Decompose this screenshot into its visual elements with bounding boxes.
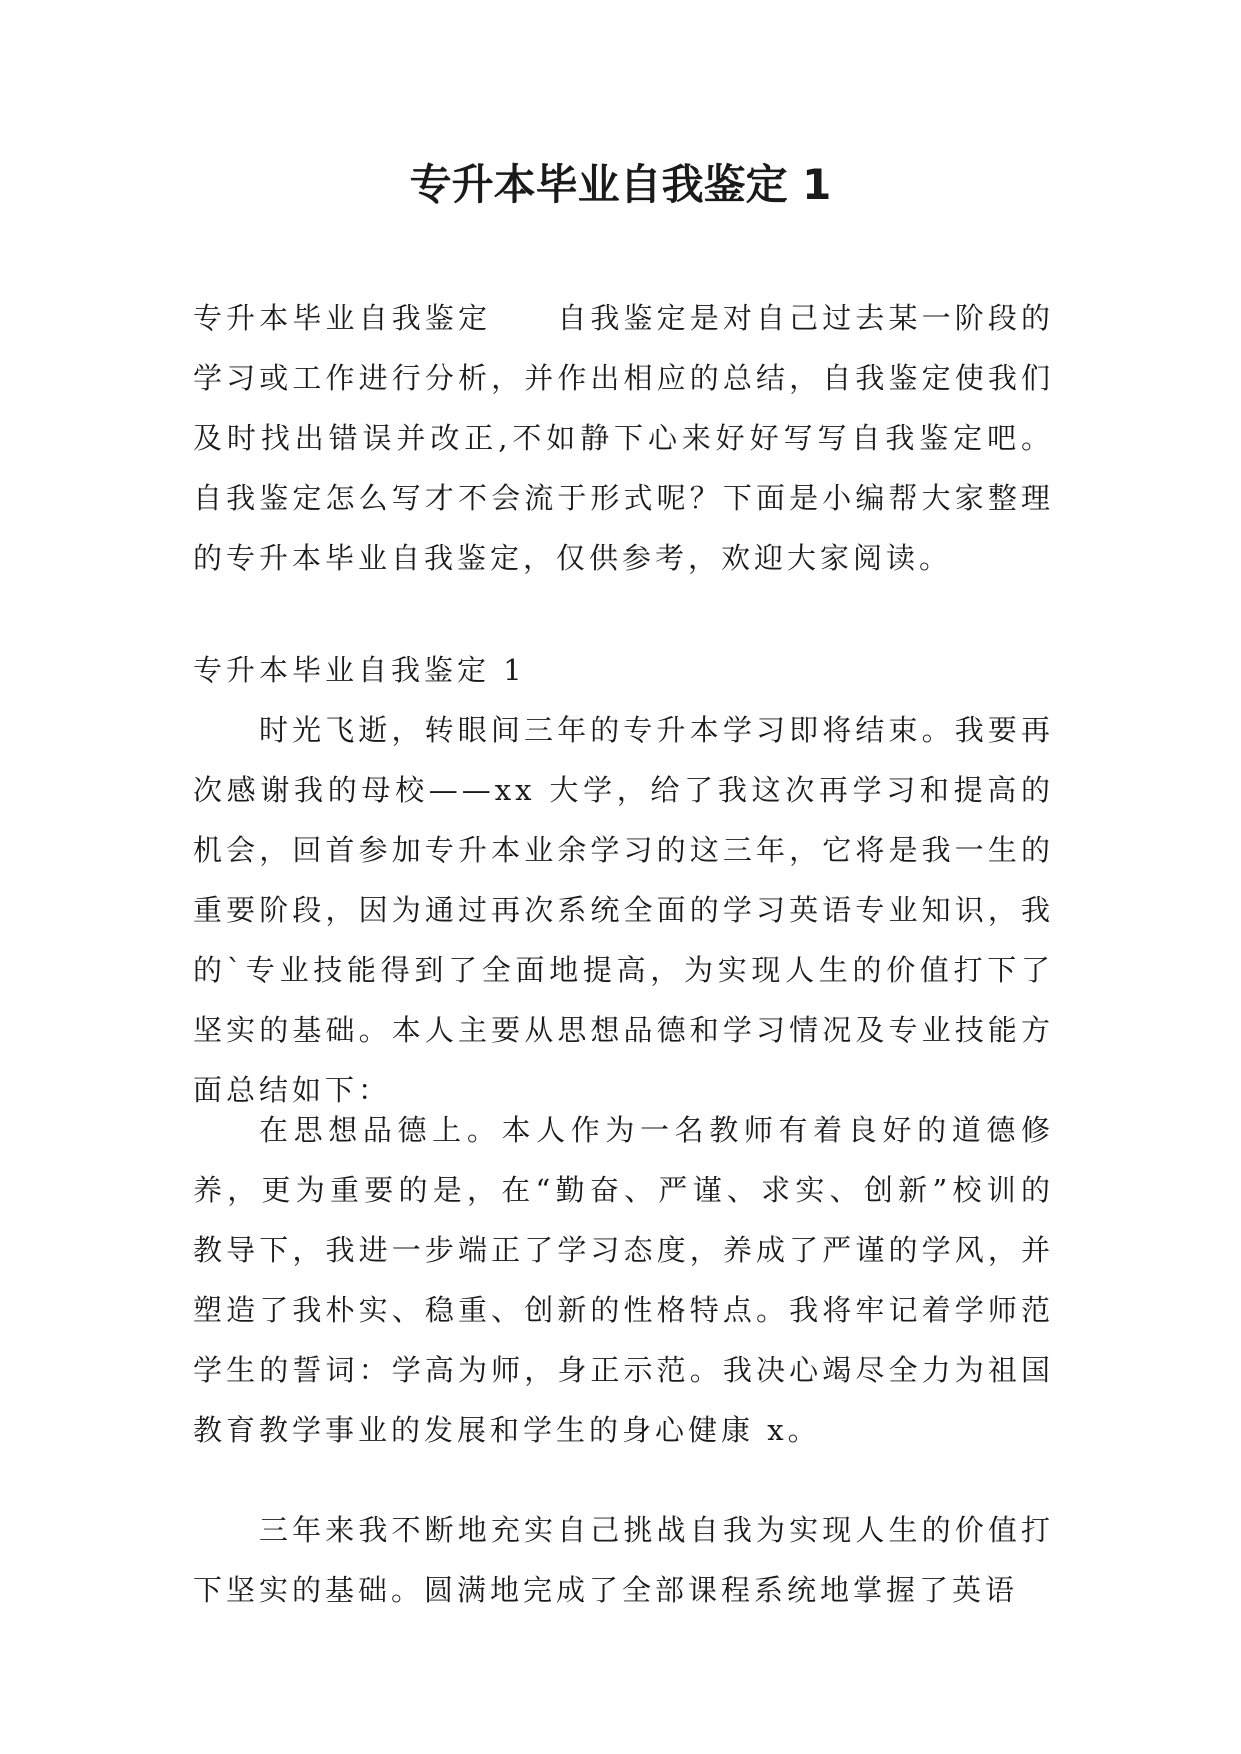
intro-paragraph: 专升本毕业自我鉴定 自我鉴定是对自己过去某一阶段的学习或工作进行分析，并作出相应的总结，自我鉴定使我们及时找出错误并改正,不如静下心来好好写写自我鉴定吧。自我鉴定怎么写才不会流于形式呢？下面是小编帮大家整理的专升本毕业自我鉴定，仅供参考，欢迎大家阅读。 [193, 301, 1054, 575]
body-paragraph-2: 在思想品德上。本人作为一名教师有着良好的道德修养，更为重要的是，在“勤奋、严谨、求实、创新”校训的教导下，我进一步端正了学习态度，养成了严谨的学风，并塑造了我朴实、稳重、创新的性格特点。我将牢记着学师范学生的誓词：学高为师，身正示范。我决心竭尽全力为祖国教育教学事业的发展和学生的身心健康 x。 [193, 1113, 1054, 1447]
body-paragraph-3: 三年来我不断地充实自己挑战自我为实现人生的价值打下坚实的基础。圆满地完成了全部课程系统地掌握了英语 [193, 1513, 1054, 1607]
body-paragraph-1: 时光飞逝，转眼间三年的专升本学习即将结束。我要再次感谢我的母校——xx 大学，给了我这次再学习和提高的机会，回首参加专升本业余学习的这三年，它将是我一生的重要阶段，因为通过再次系统全面的学习英语专业知识，我的`专业技能得到了全面地提高，为实现人生的价值打下了坚实的基础。本人主要从思想品德和学习情况及专业技能方面总结如下： [193, 713, 1054, 1107]
document-title: 专升本毕业自我鉴定 1 [409, 160, 832, 209]
section-heading: 专升本毕业自我鉴定 1 [193, 653, 526, 687]
